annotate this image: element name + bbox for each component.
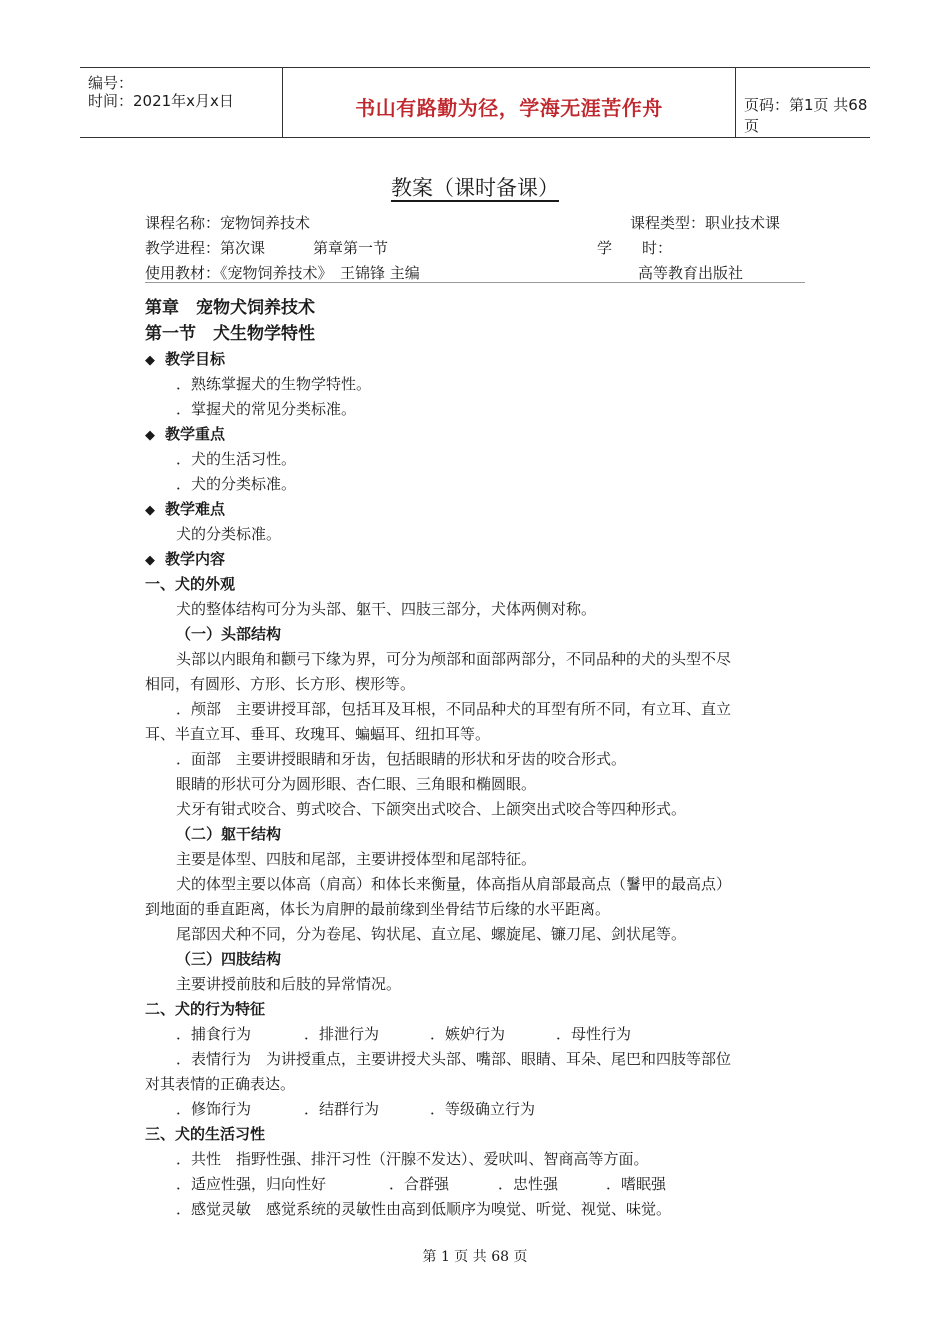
divider — [145, 282, 805, 283]
list-item: ．合群强 — [389, 1175, 450, 1193]
paragraph: ．共性 指野性强、排汗习性（汗腺不发达）、爱吠叫、智商高等方面。 — [176, 1150, 649, 1168]
header-center-cell — [282, 68, 736, 137]
paragraph: ．颅部 主要讲授耳部，包括耳及耳根，不同品种犬的耳型有所不同，有立耳、直立 — [176, 700, 732, 718]
list-item: ．忠性强 — [498, 1175, 559, 1193]
chapter-title: 第章 宠物犬饲养技术 — [145, 298, 315, 318]
paragraph: 到地面的垂直距离，体长为肩胛的最前缘到坐骨结节后缘的水平距离。 — [145, 900, 611, 918]
goal-item: ．掌握犬的常见分类标准。 — [176, 400, 357, 418]
paragraph: 头部以内眼角和颧弓下缘为界，可分为颅部和面部两部分，不同品种的犬的头型不尽 — [176, 650, 732, 668]
list-item: ．嫉妒行为 — [430, 1025, 506, 1043]
subsection-heading: （一）头部结构 — [176, 625, 282, 643]
paragraph: 相同，有圆形、方形、长方形、楔形等。 — [145, 675, 416, 693]
paragraph: 对其表情的正确表达。 — [145, 1075, 296, 1093]
number-label: 编号： — [88, 74, 134, 92]
paragraph: 主要讲授前肢和后肢的异常情况。 — [176, 975, 402, 993]
goal-heading: ◆ 教学目标 — [145, 349, 225, 371]
motto: 书山有路勤为径，学海无涯苦作舟 — [355, 96, 663, 120]
paragraph: 犬的整体结构可分为头部、躯干、四肢三部分，犬体两侧对称。 — [176, 600, 597, 618]
diamond-bullet-icon: ◆ — [145, 503, 155, 518]
publisher: 高等教育出版社 — [638, 264, 744, 282]
diamond-bullet-icon: ◆ — [145, 553, 155, 568]
textbook: 使用教材：《宠物饲养技术》 王锦锋 主编 — [145, 264, 420, 282]
section-heading: 三、犬的生活习性 — [145, 1125, 266, 1143]
page-footer: 第 1 页 共 68 页 — [422, 1249, 528, 1265]
chapter-info: 第章第一节 — [313, 239, 389, 257]
paragraph: 犬牙有钳式咬合、剪式咬合、下颌突出式咬合、上颌突出式咬合等四种形式。 — [176, 800, 687, 818]
key-heading: ◆ 教学重点 — [145, 424, 225, 446]
diamond-bullet-icon: ◆ — [145, 428, 155, 443]
difficulty-heading: ◆ 教学难点 — [145, 499, 225, 521]
subsection-heading: （二）躯干结构 — [176, 825, 282, 843]
page-title: 教案（课时备课） — [391, 176, 559, 200]
paragraph: ．感觉灵敏 感觉系统的灵敏性由高到低顺序为嗅觉、听觉、视觉、味觉。 — [176, 1200, 672, 1218]
list-item: ．修饰行为 — [176, 1100, 252, 1118]
list-item: ．捕食行为 — [176, 1025, 252, 1043]
key-item: ．犬的生活习性。 — [176, 450, 297, 468]
goal-item: ．熟练掌握犬的生物学特性。 — [176, 375, 372, 393]
course-name: 课程名称：宠物饲养技术 — [145, 214, 311, 232]
paragraph: 耳、半直立耳、垂耳、玫瑰耳、蝙蝠耳、纽扣耳等。 — [145, 725, 491, 743]
paragraph: 尾部因犬种不同，分为卷尾、钩状尾、直立尾、螺旋尾、镰刀尾、剑状尾等。 — [176, 925, 687, 943]
list-item: ．嗜眠强 — [606, 1175, 667, 1193]
list-item: ．结群行为 — [304, 1100, 380, 1118]
content-heading: ◆ 教学内容 — [145, 549, 225, 571]
diamond-bullet-icon: ◆ — [145, 353, 155, 368]
key-item: ．犬的分类标准。 — [176, 475, 297, 493]
hours: 学 时： — [597, 239, 673, 257]
list-item: ．母性行为 — [556, 1025, 632, 1043]
subsection-heading: （三）四肢结构 — [176, 950, 282, 968]
course-type: 课程类型：职业技术课 — [630, 214, 781, 232]
paragraph: 眼睛的形状可分为圆形眼、杏仁眼、三角眼和椭圆眼。 — [176, 775, 537, 793]
paragraph: 主要是体型、四肢和尾部，主要讲授体型和尾部特征。 — [176, 850, 537, 868]
paragraph: ．面部 主要讲授眼睛和牙齿，包括眼睛的形状和牙齿的咬合形式。 — [176, 750, 627, 768]
header-left-cell — [80, 68, 282, 137]
section-heading: 一、犬的外观 — [145, 575, 236, 593]
paragraph: 犬的体型主要以体高（肩高）和体长来衡量，体高指从肩部最高点（鬐甲的最高点） — [176, 875, 732, 893]
teaching-progress: 教学进程：第次课 — [145, 239, 266, 257]
list-item: ．排泄行为 — [304, 1025, 380, 1043]
list-item: ．等级确立行为 — [430, 1100, 536, 1118]
time-label: 时间：2021年x月x日 — [88, 92, 234, 110]
paragraph: ．表情行为 为讲授重点，主要讲授犬头部、嘴部、眼睛、耳朵、尾巴和四肢等部位 — [176, 1050, 732, 1068]
section-title: 第一节 犬生物学特性 — [145, 324, 315, 344]
header-table — [80, 67, 870, 138]
page-info: 页码：第1页 共68页 — [744, 96, 868, 135]
difficulty-item: 犬的分类标准。 — [176, 525, 282, 543]
section-heading: 二、犬的行为特征 — [145, 1000, 266, 1018]
header-right-cell — [736, 68, 870, 137]
list-item: ．适应性强，归向性好 — [176, 1175, 327, 1193]
